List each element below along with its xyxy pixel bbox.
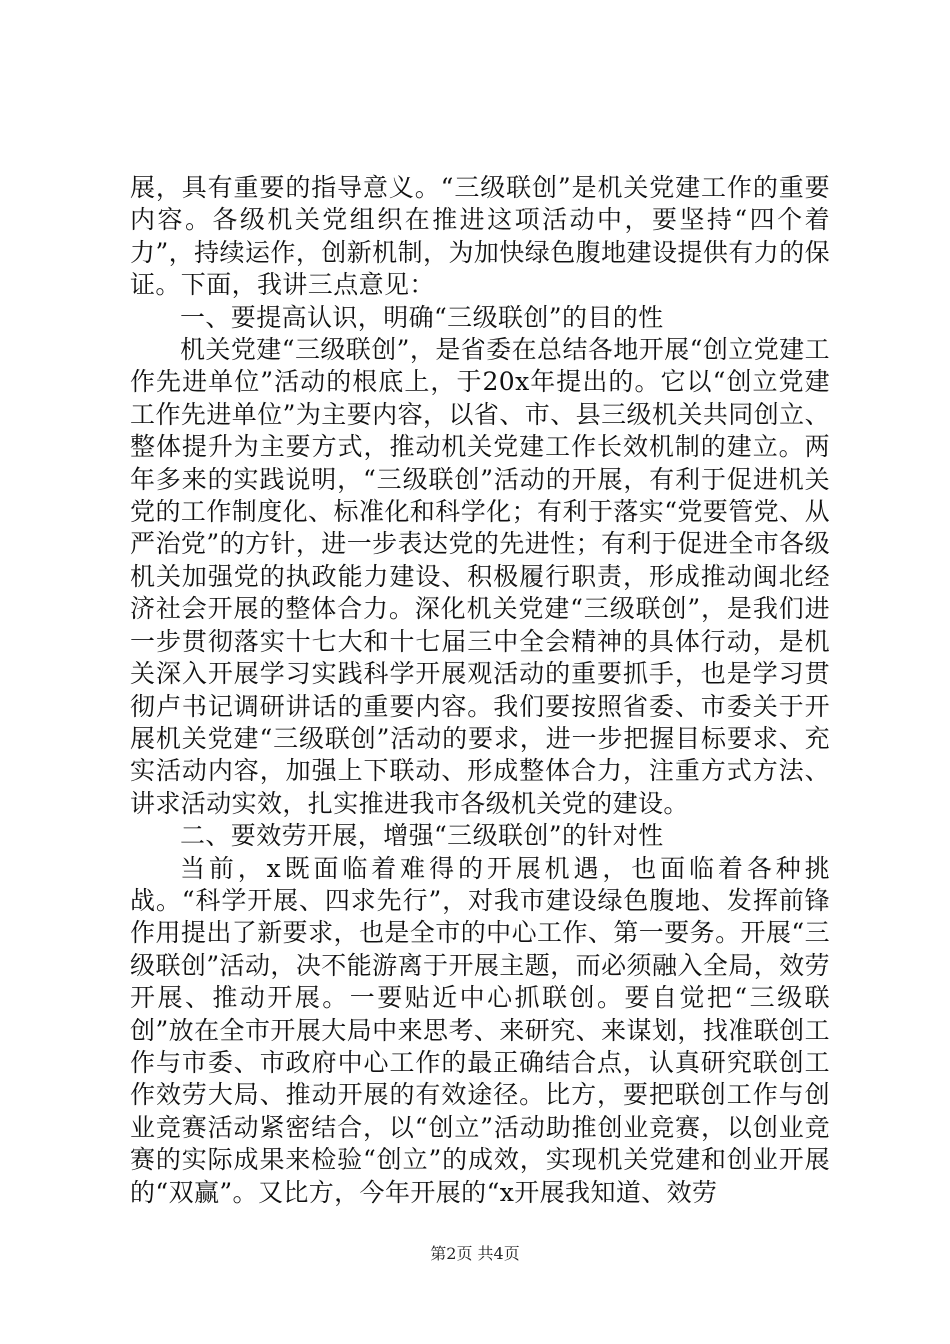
paragraph-section-1: 机关党建“三级联创”，是省委在总结各地开展“创立党建工作先进单位”活动的根底上，于20x年提出的。它以“创立党建工作先进单位”为主要内容，以省、市、县三级机关共同创立、整体提升为主要方式，推动机关党建工作长效机制的建立。两年多来的实践说明，“三级联创”活动的开展，有利于促进机关党的工作制度化、标准化和科学化；有利于落实“党要管党、从严治党”的方针，进一步表达党的先进性；有利于促进全市各级机关加强党的执政能力建设、积极履行职责，形成推动闽北经济社会开展的整体合力。深化机关党建“三级联创”，是我们进一步贯彻落实十七大和十七届三中全会精神的具体行动，是机关深入开展学习实践科学开展观活动的重要抓手，也是学习贯彻卢书记调研讲话的重要内容。我们要按照省委、市委关于开展机关党建“三级联创”活动的要求，进一步把握目标要求、充实活动内容，加强上下联动、形成整体合力，注重方式方法、讲求活动实效，扎实推进我市各级机关党的建设。 <box>130 335 830 818</box>
page-number-footer: 第2页 共4页 <box>430 1244 520 1263</box>
section-heading-2: 二、要效劳开展，增强“三级联创”的针对性 <box>180 821 664 851</box>
paragraph-continuation: 展，具有重要的指导意义。“三级联创”是机关党建工作的重要内容。各级机关党组织在推进这项活动中，要坚持“四个着力”，持续运作，创新机制，为加快绿色腹地建设提供有力的保证。下面，我讲三点意见： <box>130 173 830 300</box>
document-body <box>130 172 830 1209</box>
paragraph-section-2: 当前，x既面临着难得的开展机遇，也面临着各种挑战。“科学开展、四求先行”，对我市建设绿色腹地、发挥前锋作用提出了新要求，也是全市的中心工作、第一要务。开展“三级联创”活动，决不能游离于开展主题，而必须融入全局，效劳开展、推动开展。一要贴近中心抓联创。要自觉把“三级联创”放在全市开展大局中来思考、来研究、来谋划，找准联创工作与市委、市政府中心工作的最正确结合点，认真研究联创工作效劳大局、推动开展的有效途径。比方，要把联创工作与创业竞赛活动紧密结合，以“创立”活动助推创业竞赛，以创业竞赛的实际成果来检验“创立”的成效，实现机关党建和创业开展的“双赢”。又比方，今年开展的“x开展我知道、效劳 <box>130 853 830 1207</box>
section-heading-1: 一、要提高认识，明确“三级联创”的目的性 <box>180 302 664 332</box>
